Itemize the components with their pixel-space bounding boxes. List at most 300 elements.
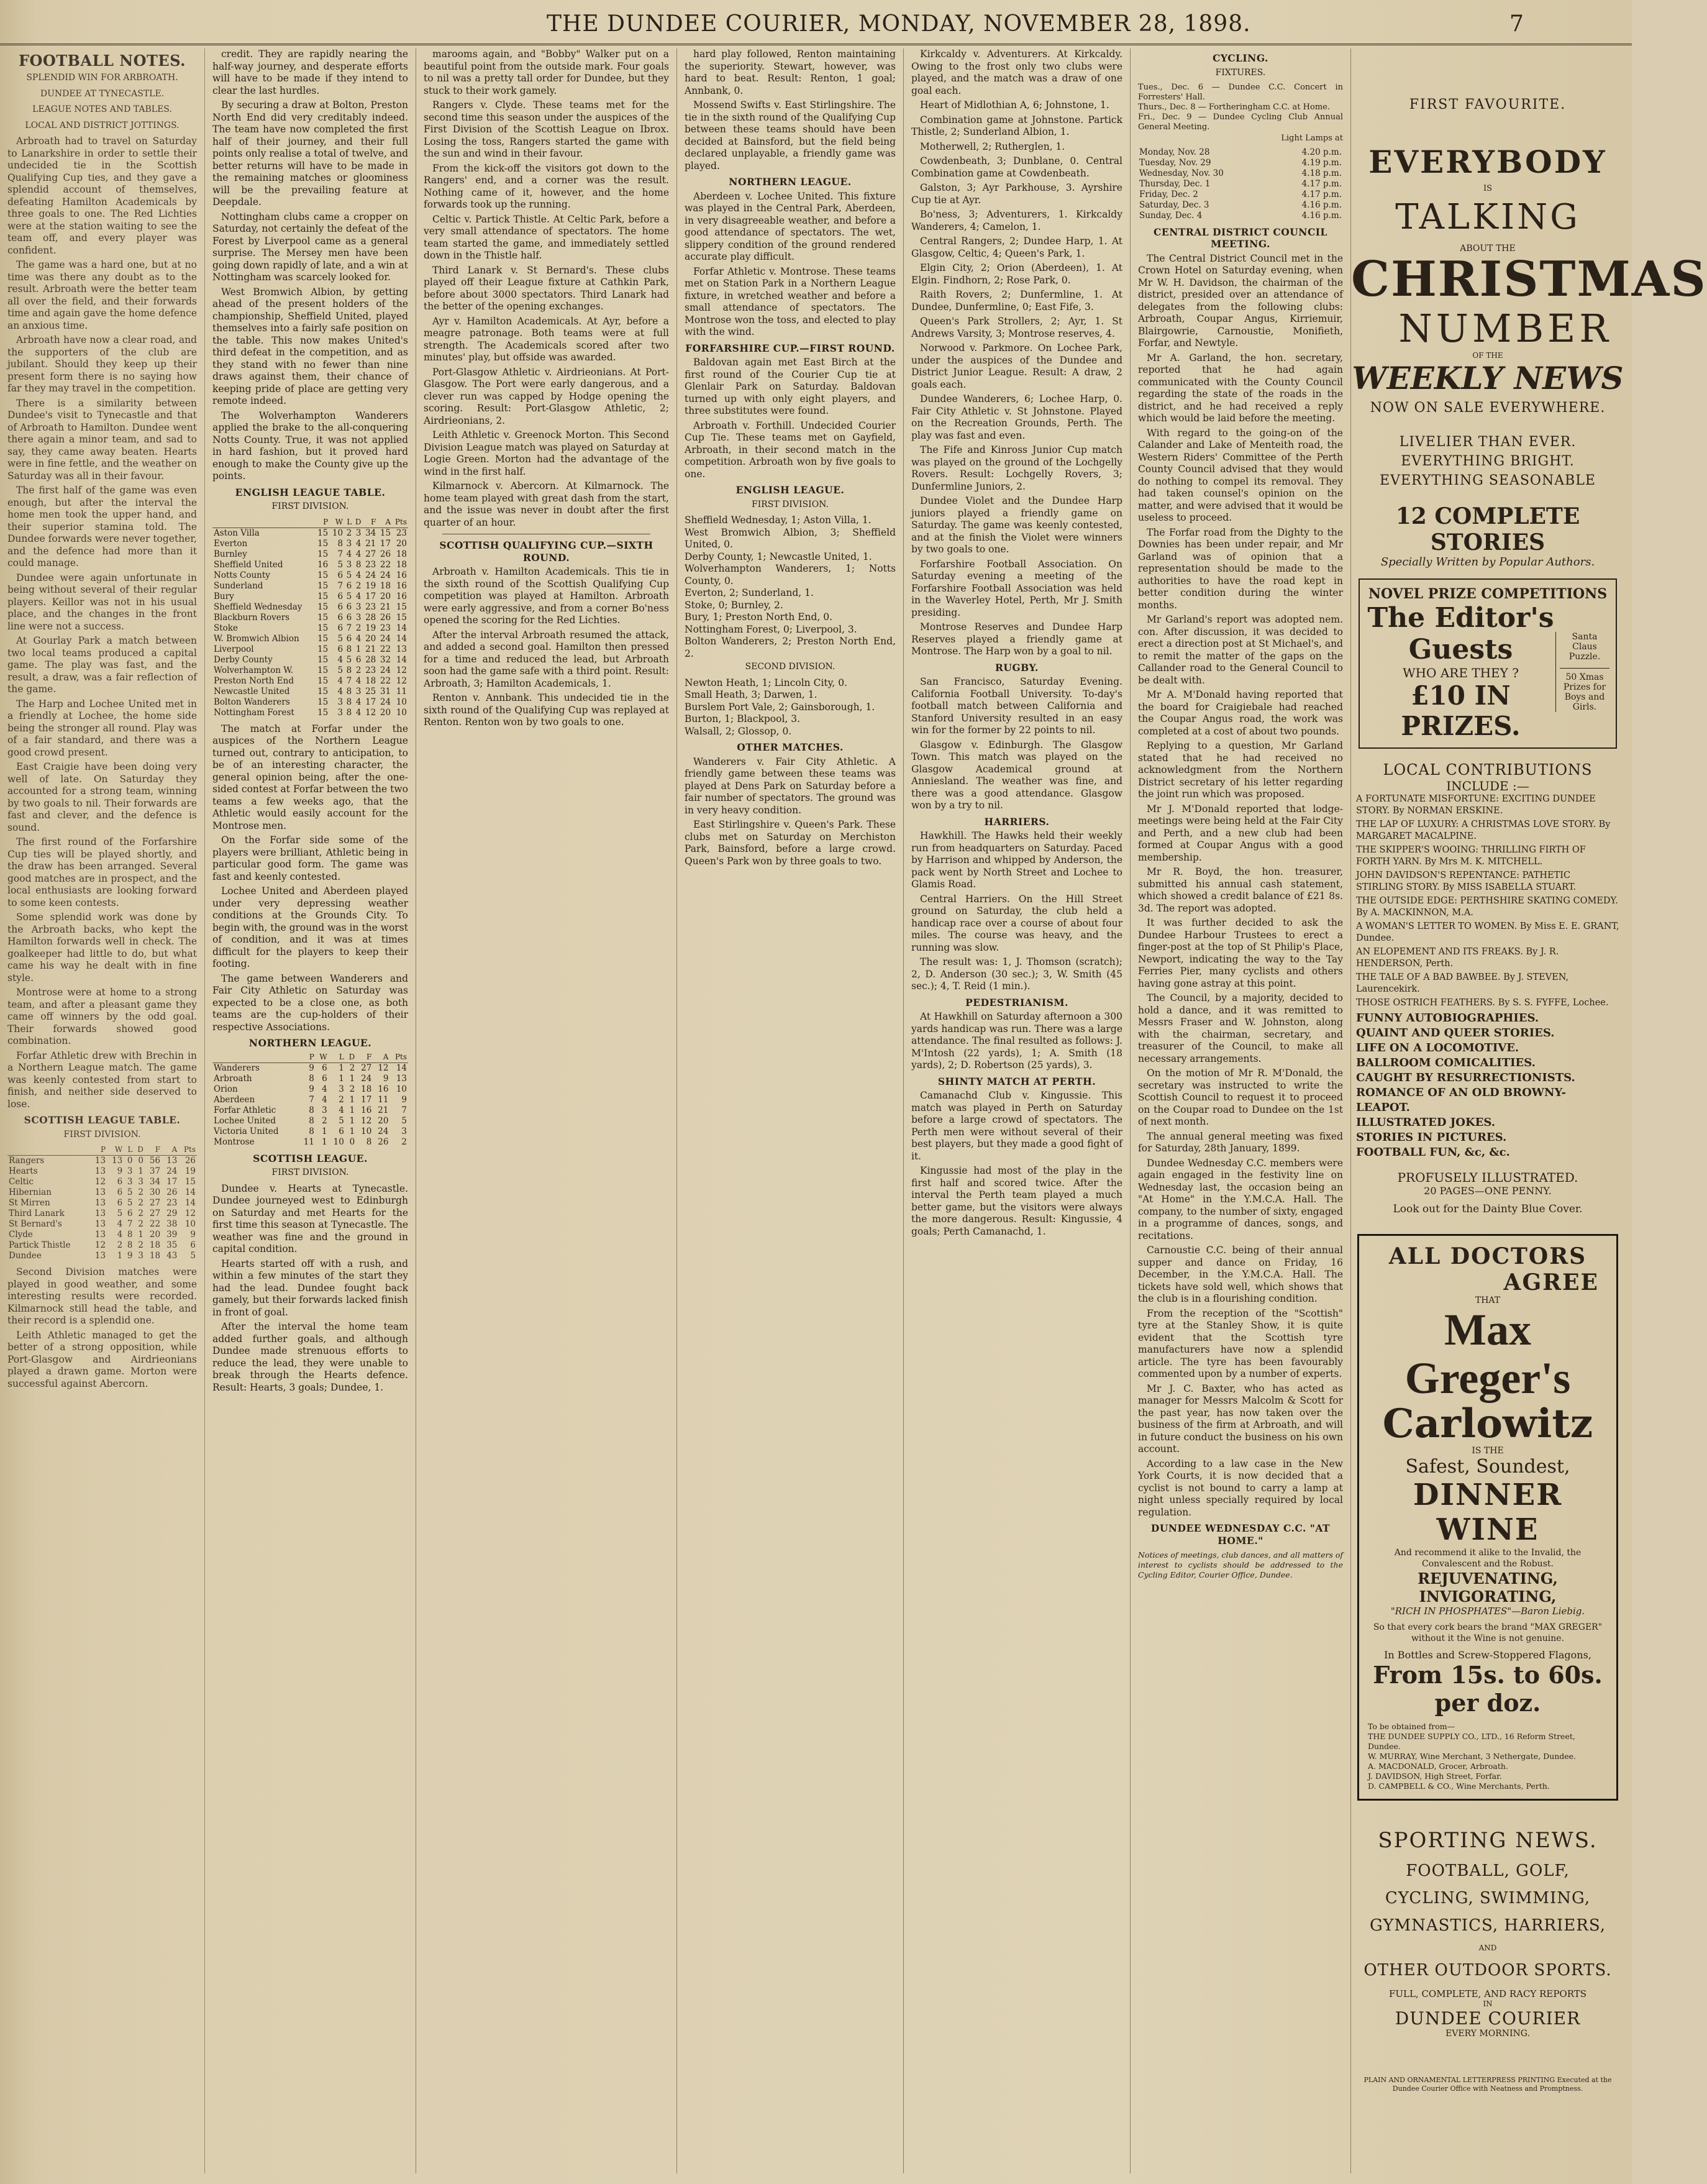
- list-item: D. CAMPBELL & CO., Wine Merchants, Perth.: [1368, 1781, 1550, 1791]
- table-cell: Partick Thistle: [9, 1240, 71, 1250]
- column-header: [212, 1052, 299, 1063]
- paragraph: After the interval Arbroath resumed the attack, and added a second goal. Hamilton then pressed for a time and reduced the lead, but Arbroath soon had the game safe with a third point. Result: Arbroath, 3; Hamilton Academicals, 1.: [424, 629, 669, 689]
- table-cell: 15: [396, 601, 407, 612]
- list-item: CAUGHT BY RESURRECTIONISTS.: [1356, 1071, 1575, 1084]
- paragraph: On the Forfar side some of the players were brilliant, Athletic being in particular good form. The game was fast and keenly contested.: [212, 834, 408, 882]
- table-cell: 15: [317, 644, 329, 654]
- ad-text: FULL, COMPLETE, AND RACY REPORTS: [1388, 1988, 1587, 1999]
- table-cell: 2: [138, 1240, 143, 1250]
- paragraph: After the interval the home team added further goals, and although Dundee made strenuous efforts to reduce the lead, they were unable to break through the Hearts defence. Result: Hearts, 3 goals; Dundee, 1.: [212, 1321, 408, 1393]
- table-cell: Friday, Dec. 2: [1139, 189, 1198, 199]
- table-cell: 13: [166, 1156, 178, 1166]
- column-header: D: [345, 1052, 356, 1063]
- paragraph: On the motion of Mr R. M'Donald, the secretary was instructed to write the Scottish Council to request it to proceed on the Coupar road to Dundee on the 1st of next month.: [1138, 1067, 1343, 1127]
- table-cell: 27: [149, 1198, 161, 1208]
- table-cell: 12: [94, 1177, 106, 1187]
- table-cell: 12: [361, 1115, 372, 1126]
- column-header: A: [373, 1052, 389, 1063]
- table-cell: 34: [149, 1177, 161, 1187]
- list-item: Walsall, 2; Glossop, 0.: [685, 725, 792, 737]
- table-row: [7, 1187, 197, 1198]
- table-cell: Clyde: [9, 1230, 33, 1240]
- table-cell: Wanderers: [214, 1062, 260, 1073]
- column-3: [416, 48, 677, 2173]
- table-cell: 3: [346, 559, 352, 570]
- paragraph: By securing a draw at Bolton, Preston North End did very creditably indeed. The team have now completed the first half of their journey, and their full points only realise a total of twelve, and better returns will have to be made in the remaining matches or gloominess will be the prevailing feature at Deepdale.: [212, 99, 408, 208]
- table-cell: 4: [322, 1094, 327, 1105]
- table-cell: 18: [380, 580, 391, 591]
- agents-list: [1364, 1732, 1611, 1791]
- table-cell: 5: [127, 1198, 133, 1208]
- list-item: THE LAP OF LUXURY: A CHRISTMAS LOVE STORY. By MARGARET MACALPINE.: [1356, 820, 1611, 841]
- list-item: Newton Heath, 1; Lincoln City, 0.: [685, 677, 847, 688]
- ad-text: WEEKLY NEWS: [1352, 360, 1624, 396]
- table-cell: 10: [396, 697, 407, 707]
- list-item: LIFE ON A LOCOMOTIVE.: [1356, 1041, 1519, 1054]
- table-cell: 3: [355, 612, 362, 623]
- paragraph: Forfarshire Football Association. On Saturday evening a meeting of the Forfarshire Football Association was held in the Waverley Hotel, Perth, Mr J. Smith presiding.: [911, 558, 1122, 618]
- table-row: [7, 1156, 197, 1167]
- table-cell: 15: [317, 538, 329, 549]
- football-notes-heading: FOOTBALL NOTES.: [18, 52, 186, 70]
- column-5: [904, 48, 1131, 2173]
- ad-text: To be obtained from—: [1368, 1722, 1455, 1731]
- article-body: [911, 830, 1122, 993]
- table-cell: W. Bromwich Albion: [214, 633, 299, 644]
- table-cell: 8: [309, 1073, 314, 1084]
- table-cell: 15: [317, 528, 329, 538]
- article-body: [212, 723, 408, 1034]
- column-header: F: [356, 1052, 373, 1063]
- table-cell: 5: [337, 665, 344, 675]
- page-number: 7: [1509, 11, 1524, 37]
- paragraph: Baldovan again met East Birch at the first round of the Courier Cup tie at Glenlair Park on Saturday. Baldovan turned up with only eight players, and three substitutes were found.: [685, 357, 896, 416]
- table-cell: 13: [396, 1073, 407, 1084]
- table-cell: 24: [378, 1126, 389, 1136]
- table-row: [212, 655, 408, 665]
- table-cell: 13: [112, 1156, 123, 1166]
- table-cell: 22: [380, 644, 391, 654]
- list-item: W. MURRAY, Wine Merchant, 3 Nethergate, Dundee.: [1368, 1752, 1577, 1761]
- table-cell: 8: [366, 1136, 372, 1147]
- section-heading: SHINTY MATCH AT PERTH.: [937, 1075, 1096, 1087]
- ad-text: EVERYBODY: [1368, 144, 1607, 180]
- table-cell: 4: [355, 549, 362, 559]
- ad-text: AND: [1478, 1944, 1497, 1952]
- paragraph: Central Harriers. On the Hill Street ground on Saturday, the club held a handicap race over a course of about four miles. The course was heavy, and the running was slow.: [911, 893, 1122, 953]
- table-cell: 27: [361, 1062, 372, 1073]
- paragraph: Aberdeen v. Lochee United. This fixture was played in the Central Park, Aberdeen, in very disagreeable weather, and before a good attendance of spectators. The wet, slippery condition of the ground rendered accurate play difficult.: [685, 190, 896, 262]
- table-cell: 35: [166, 1240, 178, 1250]
- table-cell: 15: [317, 623, 329, 633]
- table-cell: 9: [383, 1073, 389, 1084]
- table-row: [1138, 179, 1343, 190]
- list-item: THE OUTSIDE EDGE: PERTHSHIRE SKATING COMEDY. By A. MACKINNON, M.A.: [1356, 896, 1618, 918]
- table-cell: 1: [349, 1115, 355, 1126]
- paragraph: Leith Athletic managed to get the better of a strong opposition, while Port-Glasgow and Airdrieonians played a drawn game. Morton were successful against Abercorn.: [7, 1329, 197, 1389]
- paragraph: The Council, by a majority, decided to hold a dance, and it was remitted to Messrs Fraser and W. Johnston, along with the chairman, secretary, and treasurer of the Council, to make all necessary arrangements.: [1138, 992, 1343, 1064]
- table-cell: 20: [380, 591, 391, 601]
- table-cell: 13: [94, 1156, 106, 1166]
- table-row: [212, 634, 408, 644]
- table-row: [212, 560, 408, 570]
- table-cell: 22: [380, 559, 391, 570]
- table-row: [7, 1166, 197, 1177]
- table-cell: 9: [117, 1166, 123, 1176]
- table-cell: 21: [378, 1105, 389, 1115]
- column-header: Pts: [389, 1052, 408, 1063]
- table-cell: 56: [149, 1156, 161, 1166]
- section-heading: SCOTTISH LEAGUE.: [253, 1152, 368, 1164]
- section-heading: FORFARSHIRE CUP.—FIRST ROUND.: [685, 342, 895, 354]
- list-item: Tues., Dec. 6 — Dundee C.C. Concert in Forresters' Hall.: [1138, 83, 1343, 102]
- table-cell: 13: [94, 1209, 106, 1218]
- table-cell: 6: [346, 612, 352, 623]
- table-cell: 13: [94, 1198, 106, 1208]
- paragraph: Forfar Athletic v. Montrose. These teams met on Station Park in a Northern League fixture, in wretched weather and before a small attendance of spectators. The Montrose won the toss, and elected to play with the wind.: [685, 265, 896, 337]
- paragraph: Kingussie had most of the play in the first half and scored twice. After the interval the Perth team played a much better game, but the visitors were always the more dangerous. Result: Kingussie, 4 goals; Perth Camanachd, 1.: [911, 1165, 1122, 1237]
- table-cell: 2: [401, 1136, 407, 1147]
- paragraph: credit. They are rapidly nearing the half-way journey, and desperate efforts will have to be made if they intend to clear the last hurdles.: [212, 48, 408, 96]
- paragraph: Mr J. C. Baxter, who has acted as manager for Messrs Malcolm & Scott for the past year, has now taken over the business of the firm at Arbroath, and will in future conduct the business on his own account.: [1138, 1382, 1343, 1455]
- table-cell: 1: [117, 1251, 123, 1261]
- list-item: A FORTUNATE MISFORTUNE: EXCITING DUNDEE STORY. By NORMAN ERSKINE.: [1356, 794, 1596, 816]
- list-item: ROMANCE OF AN OLD BROWNY-LEAPOT.: [1356, 1086, 1566, 1114]
- paragraph: Dundee Wednesday C.C. members were again engaged in the festivity line on Wednesday last, the occasion being an "At Home" in the Y.M.C.A. Hall. The company, to the number of sixty, engaged in a programme of dances, songs, and recitations.: [1138, 1157, 1343, 1241]
- table-cell: Sunday, Dec. 4: [1139, 210, 1203, 221]
- table-cell: 15: [317, 633, 329, 644]
- article-body: [7, 135, 197, 1110]
- table-cell: 10: [184, 1219, 196, 1229]
- paragraph: Lochee United and Aberdeen played under very depressing weather conditions at the Grounds City. To begin with, the ground was in the worst of condition, and it was at times difficult for the players to keep their footing.: [212, 885, 408, 969]
- table-row: [7, 1251, 197, 1261]
- table-row: [212, 623, 408, 634]
- table-cell: 8: [309, 1105, 314, 1115]
- table-cell: 2: [355, 665, 362, 675]
- paragraph: There is a similarity between Dundee's visit to Tynecastle and that of Arbroath to Hamilton. Dundee went there again a minor team, and sad to say, they came away beaten. Hearts were in fine fettle, and the weather on Saturday was all in their favour.: [7, 397, 197, 482]
- table-subtitle: FIRST DIVISION.: [63, 1129, 141, 1140]
- article-body: [424, 48, 669, 529]
- table-cell: Bolton Wanderers: [214, 697, 290, 707]
- table-cell: Nottingham Forest: [214, 707, 294, 718]
- article-body: [685, 357, 896, 480]
- table-cell: 14: [396, 633, 407, 644]
- table-cell: 4.19 p.m.: [1301, 157, 1342, 168]
- table-cell: 15: [317, 612, 329, 623]
- table-cell: 3: [355, 686, 362, 697]
- table-cell: 7: [346, 623, 352, 633]
- table-cell: 4.16 p.m.: [1301, 210, 1342, 221]
- table-cell: 7: [401, 1105, 407, 1115]
- section-heading: RUGBY.: [995, 661, 1039, 674]
- table-row: [212, 1062, 408, 1074]
- table-row: [212, 549, 408, 560]
- column-header: L: [124, 1145, 134, 1156]
- table-title: NORTHERN LEAGUE.: [248, 1037, 372, 1049]
- table-title: SCOTTISH LEAGUE TABLE.: [24, 1114, 181, 1126]
- table-cell: 16: [396, 591, 407, 601]
- table-cell: 19: [365, 623, 376, 633]
- table-cell: 4: [346, 549, 352, 559]
- table-cell: Sheffield United: [214, 559, 283, 570]
- ad-text: AGREE: [1503, 1269, 1599, 1295]
- column-header: D: [353, 517, 362, 528]
- paragraph: Raith Rovers, 2; Dunfermline, 1. At Dundee, Dunfermline, 0; East Fife, 3.: [911, 289, 1122, 313]
- ad-text: Safest, Soundest,: [1405, 1456, 1570, 1478]
- list-item: Burton, 1; Blackpool, 3.: [685, 713, 801, 724]
- column-2: [205, 48, 416, 2173]
- table-cell: 18: [396, 559, 407, 570]
- table-row: [212, 1074, 408, 1084]
- column-header: [212, 517, 314, 528]
- table-cell: 10: [361, 1126, 372, 1136]
- table-cell: 4: [322, 1084, 327, 1094]
- ad-text: And recommend it alike to the Invalid, the Convalescent and the Robust.: [1394, 1548, 1582, 1569]
- fixtures-heading: FIXTURES.: [1215, 67, 1266, 78]
- table-cell: 19: [184, 1166, 196, 1176]
- table-cell: 24: [380, 665, 391, 675]
- paragraph: Hearts started off with a rush, and within a few minutes of the start they had the lead. Dundee fought back gamely, but their forwards lacked finish in front of goal.: [212, 1258, 408, 1318]
- kicker: LEAGUE NOTES AND TABLES.: [32, 104, 172, 114]
- table-cell: Stoke: [214, 623, 238, 633]
- table-cell: 4.17 p.m.: [1301, 178, 1342, 189]
- cycling-heading: CYCLING.: [1213, 52, 1268, 64]
- table-cell: 2: [355, 580, 362, 591]
- table-cell: 15: [317, 707, 329, 718]
- paragraph: Mr J. M'Donald reported that lodge-meetings were being held at the Fair City and Perth, and a new club had been formed at Coupar Angus with a good membership.: [1138, 803, 1343, 863]
- article-body: [685, 191, 896, 339]
- table-cell: 1: [322, 1126, 327, 1136]
- lamps-heading: Light Lamps at: [1281, 134, 1343, 143]
- table-cell: Montrose: [214, 1136, 255, 1147]
- table-cell: 15: [184, 1177, 196, 1187]
- table-cell: 2: [339, 1094, 344, 1105]
- paragraph: Ayr v. Hamilton Academicals. At Ayr, before a meagre patronage. Both teams were at full strength. The Academicals scored after two minutes' play, but offside was awarded.: [424, 315, 669, 363]
- paragraph: Wanderers v. Fair City Athletic. A friendly game between these teams was played at Dens Park on Saturday before a fair number of spectators. The ground was in very heavy condition.: [685, 756, 896, 816]
- table-row: [7, 1209, 197, 1219]
- table-cell: 18: [361, 1084, 372, 1094]
- table-cell: 13: [396, 644, 407, 654]
- table-cell: 24: [380, 633, 391, 644]
- features-list: [1351, 1011, 1624, 1160]
- paragraph: The game between Wanderers and Fair City Athletic on Saturday was expected to be a close one, as both teams are the cup-holders of their respective Associations.: [212, 972, 408, 1033]
- table-cell: 13: [94, 1251, 106, 1261]
- table-cell: 6: [337, 623, 344, 633]
- list-item: JOHN DAVIDSON'S REPENTANCE: PATHETIC STIRLING STORY. By MISS ISABELLA STUART.: [1356, 870, 1576, 892]
- table-row: [212, 665, 408, 676]
- ad-text: 20 PAGES—ONE PENNY.: [1424, 1185, 1552, 1197]
- table-cell: 23: [166, 1198, 178, 1208]
- table-cell: 26: [380, 612, 391, 623]
- table-row: [212, 1105, 408, 1116]
- table-cell: 3: [138, 1251, 143, 1261]
- ad-text: LOCAL CONTRIBUTIONS: [1383, 761, 1593, 779]
- section-heading: PEDESTRIANISM.: [965, 996, 1068, 1008]
- table-cell: 15: [396, 612, 407, 623]
- list-item: THE SKIPPER'S WOOING: THRILLING FIRTH OF FORTH YARN. By Mrs M. K. MITCHELL.: [1356, 845, 1586, 867]
- table-cell: 14: [396, 654, 407, 665]
- table-cell: 16: [396, 580, 407, 591]
- table-cell: 22: [380, 675, 391, 686]
- table-cell: Wolverhampton W.: [214, 665, 294, 675]
- ad-text: Carlowitz: [1382, 1400, 1593, 1447]
- table-cell: 8: [346, 644, 352, 654]
- table-cell: 24: [365, 570, 376, 580]
- ad-text: ALL DOCTORS: [1388, 1243, 1587, 1269]
- table-cell: 4: [355, 633, 362, 644]
- table-cell: 3: [138, 1177, 143, 1187]
- paragraph: East Craigie have been doing very well of late. On Saturday they accounted for a strong team, winning by two goals to nil. Their forwards are fast and clever, and the defence is sound.: [7, 761, 197, 833]
- table-cell: 2: [138, 1198, 143, 1208]
- table-cell: 21: [380, 601, 391, 612]
- ad-text: ABOUT THE: [1460, 244, 1516, 254]
- column-6: [1131, 48, 1351, 2173]
- table-cell: 5: [401, 1115, 407, 1126]
- paragraph: Cowdenbeath, 3; Dunblane, 0. Central Combination game at Cowdenbeath.: [911, 155, 1122, 179]
- table-cell: 26: [378, 1136, 389, 1147]
- table-cell: 20: [378, 1115, 389, 1126]
- prize-box: [1359, 578, 1617, 749]
- table-cell: 4: [337, 654, 344, 665]
- table-cell: Tuesday, Nov. 29: [1139, 157, 1211, 168]
- paragraph: The game was a hard one, but at no time was there any doubt as to the result. Arbroath were the better team all over the field, and their forwards time and again gave the home defence an anxious time.: [7, 259, 197, 331]
- list-item: THE DUNDEE SUPPLY CO., LTD., 16 Reform Street, Dundee.: [1368, 1732, 1575, 1751]
- table-cell: 5: [346, 654, 352, 665]
- section-subtitle: FIRST DIVISION.: [752, 499, 829, 509]
- table-cell: 12: [378, 1062, 389, 1073]
- paragraph: Combination game at Johnstone. Partick Thistle, 2; Sunderland Albion, 1.: [911, 114, 1122, 137]
- table-cell: 4: [355, 697, 362, 707]
- paragraph: Nottingham clubs came a cropper on Saturday, not certainly the defeat of the Forest by Liverpool came as a general surprise. The Mersey men have been going down rapidly of late, and a win at Nottingham was scarcely looked for.: [212, 211, 408, 283]
- table-cell: 18: [396, 549, 407, 559]
- table-row: [212, 570, 408, 581]
- table-cell: 4: [339, 1105, 344, 1115]
- table-cell: 6: [337, 612, 344, 623]
- table-cell: 16: [378, 1084, 389, 1094]
- table-cell: 8: [346, 686, 352, 697]
- column-header: L: [329, 1052, 345, 1063]
- paragraph: Dundee v. Hearts at Tynecastle. Dundee journeyed west to Edinburgh on Saturday and met Hearts for the first time this season at Tynecastle. The weather was fine and the ground in capital condition.: [212, 1182, 408, 1254]
- ad-text: IS THE: [1472, 1446, 1504, 1456]
- list-item: Small Heath, 3; Darwen, 1.: [685, 689, 817, 700]
- table-cell: Monday, Nov. 28: [1139, 147, 1210, 157]
- table-cell: Hearts: [9, 1166, 38, 1176]
- table-row: [212, 1084, 408, 1095]
- table-cell: Third Lanark: [9, 1209, 65, 1218]
- paragraph: Mr R. Boyd, the hon. treasurer, submitted his annual cash statement, which showed a credit balance of £21 8s. 3d. The report was adopted.: [1138, 866, 1343, 914]
- table-row: [1138, 147, 1343, 158]
- paragraph: Renton v. Annbank. This undecided tie in the sixth round of the Qualifying Cup was replayed at Renton. Renton won by two goals to one.: [424, 692, 669, 728]
- table-cell: Sunderland: [214, 580, 263, 591]
- table-cell: 9: [309, 1062, 314, 1073]
- table-cell: 16: [317, 559, 329, 570]
- ad-text: In Bottles and Screw-Stoppered Flagons,: [1384, 1649, 1591, 1661]
- paragraph: Forfar Athletic drew with Brechin in a Northern League match. The game was keenly contested from start to finish, and neither side deserved to lose.: [7, 1049, 197, 1110]
- table-cell: 6: [190, 1240, 196, 1250]
- table-cell: 4: [355, 675, 362, 686]
- ad-text: SPORTING NEWS.: [1378, 1828, 1598, 1853]
- table-cell: Orion: [214, 1084, 238, 1094]
- table-cell: 15: [317, 654, 329, 665]
- paragraph: hard play followed, Renton maintaining the superiority. Stewart, however, was hard to beat. Result: Renton, 1 goal; Annbank, 0.: [685, 48, 896, 96]
- paragraph: Arbroath have now a clear road, and the supporters of the club are jubilant. Should they keep up their present form there is no saying how far they may travel in the competition.: [7, 334, 197, 394]
- table-row: [212, 1126, 408, 1137]
- paragraph: Some splendid work was done by the Arbroath backs, who kept the Hamilton forwards well in check. The goalkeeper had little to do, but what came his way he dealt with in fine style.: [7, 912, 197, 984]
- ad-text: EVERY MORNING.: [1445, 2029, 1530, 2039]
- paragraph: Arbroath had to travel on Saturday to Lanarkshire in order to settle their undecided tie in the Scottish Qualifying Cup ties, and they gave a splendid account of themselves, defeating Hamilton Academicals by three goals to one. The Red Lichties were at the station waiting to see the team off, and every player was confident.: [7, 135, 197, 256]
- table-cell: 3: [401, 1126, 407, 1136]
- carlowitz-advert: [1357, 1234, 1618, 1801]
- table-cell: Aston Villa: [214, 528, 260, 538]
- ad-text: DUNDEE COURIER: [1395, 2008, 1581, 2029]
- table-cell: 6: [117, 1187, 123, 1197]
- table-row: [212, 708, 408, 718]
- table-cell: 1: [349, 1073, 355, 1084]
- table-cell: 2: [138, 1209, 143, 1218]
- footnote: Notices of meetings, club dances, and all matters of interest to cyclists should be addressed to the Cycling Editor, Courier Office, Dundee.: [1138, 1550, 1343, 1579]
- table-cell: Wednesday, Nov. 30: [1139, 168, 1224, 178]
- paragraph: Arbroath v. Hamilton Academicals. This tie in the sixth round of the Scottish Qualifying Cup competition was played at Hamilton. Arbroath were early aggressive, and from a corner Bo'ness opened the scoring for the Red Lichties.: [424, 566, 669, 626]
- list-item: Sheffield Wednesday, 1; Aston Villa, 1.: [685, 514, 872, 526]
- table-cell: 8: [127, 1240, 133, 1250]
- table-row: [1138, 190, 1343, 200]
- table-cell: 3: [346, 538, 352, 549]
- table-row: [212, 1116, 408, 1126]
- table-cell: 17: [361, 1094, 372, 1105]
- table-cell: 3: [322, 1105, 327, 1115]
- article-body: [685, 48, 896, 172]
- paragraph: Carnoustie C.C. being of their annual supper and dance on Friday, 16 December, in the Y.M.C.A. Hall. The tickets have sold well, which shows that the club is in a flourishing condition.: [1138, 1245, 1343, 1304]
- paragraph: At Hawkhill on Saturday afternoon a 300 yards handicap was run. There was a large attendance. The final resulted as follows: J. M'Intosh (22 yards), 1; A. Smith (18 yards), 2; D. Robertson (25 yards), 3.: [911, 1011, 1122, 1071]
- paragraph: Montrose Reserves and Dundee Harp Reserves played a friendly game at Montrose. The Harp won by a goal to nil.: [911, 621, 1122, 657]
- table-cell: 1: [355, 644, 362, 654]
- table-cell: 6: [346, 601, 352, 612]
- table-cell: 23: [365, 559, 376, 570]
- ad-text: TALKING: [1395, 197, 1580, 237]
- table-row: [1138, 211, 1343, 221]
- column-header: D: [134, 1145, 144, 1156]
- table-cell: 6: [339, 1126, 344, 1136]
- table-cell: 17: [380, 538, 391, 549]
- masthead: [0, 0, 1632, 45]
- table-cell: 5: [117, 1209, 123, 1218]
- article-body: [685, 756, 896, 868]
- table-cell: 4: [337, 686, 344, 697]
- ad-text: PROFUSELY ILLUSTRATED.: [1397, 1170, 1578, 1185]
- paragraph: Mr Garland's report was adopted nem. con. After discussion, it was decided to erect a direction post at St Michael's, and to remit the matter of the gaps on the Callander road to the General Council to be dealt with.: [1138, 614, 1343, 686]
- list-item: FOOTBALL FUN, &c, &c.: [1356, 1146, 1510, 1159]
- table-cell: 23: [365, 601, 376, 612]
- ad-text: The Editor's Guests: [1367, 602, 1554, 665]
- section-heading: DUNDEE WEDNESDAY C.C. "AT HOME.": [1150, 1522, 1331, 1547]
- list-item: FOOTBALL, GOLF,: [1406, 1862, 1570, 1880]
- table-cell: 15: [317, 601, 329, 612]
- article-body: [911, 1011, 1122, 1072]
- paragraph: Mossend Swifts v. East Stirlingshire. The tie in the sixth round of the Qualifying Cup between these teams should have been decided at Bainsford, but the field being declared unplayable, a friendly game was played.: [685, 99, 896, 171]
- table-subtitle: FIRST DIVISION.: [271, 501, 349, 511]
- table-cell: 15: [317, 686, 329, 697]
- ad-text: IN: [1483, 1999, 1493, 2008]
- table-cell: 14: [184, 1198, 196, 1208]
- table-row: [7, 1240, 197, 1251]
- table-cell: 25: [365, 686, 376, 697]
- list-item: West Bromwich Albion, 3; Sheffield United, 0.: [685, 526, 896, 550]
- table-cell: St Mirren: [9, 1198, 50, 1208]
- table-cell: 30: [149, 1187, 161, 1197]
- paragraph: Dundee were again unfortunate in being without several of their regular players. Keillor was not in his usual place, and the changes in the front line were not a success.: [7, 572, 197, 632]
- paragraph: The Fife and Kinross Junior Cup match was played on the ground of the Lochgelly Rovers. Result: Lochgelly Rovers, 3; Dunfermline Juniors, 2.: [911, 444, 1122, 492]
- table-cell: Victoria United: [214, 1126, 279, 1136]
